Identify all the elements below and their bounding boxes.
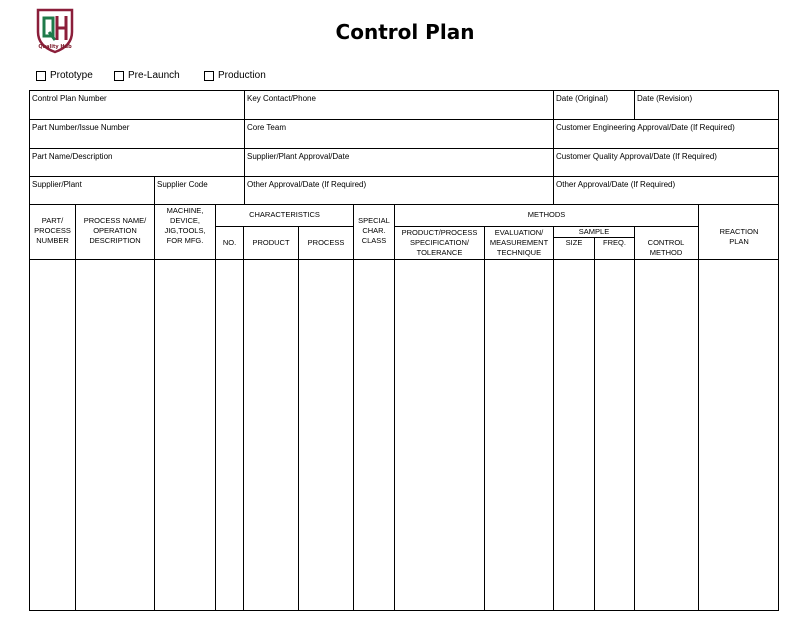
col-product: PRODUCT [252,238,290,247]
col-characteristics: CHARACTERISTICS [249,210,320,219]
field-other-approval-2: Other Approval/Date (If Required) [556,180,676,189]
col-part-process-number: PART/ PROCESS NUMBER [34,216,71,245]
col-size: SIZE [565,238,583,247]
field-supplier-plant: Supplier/Plant [32,180,82,189]
field-part-name: Part Name/Description [32,152,113,161]
col-machine: MACHINE, DEVICE, JIG,TOOLS, FOR MFG. [164,206,206,245]
col-no: NO. [222,238,237,247]
page-title: Control Plan [335,20,475,44]
field-supplier-plant-approval: Supplier/Plant Approval/Date [247,152,350,161]
table-border [30,91,779,611]
checkbox-label: Prototype [50,70,93,81]
field-key-contact: Key Contact/Phone [247,94,316,103]
field-supplier-code: Supplier Code [157,180,208,189]
col-spec-tolerance: PRODUCT/PROCESS SPECIFICATION/ TOLERANCE [401,228,478,257]
field-core-team: Core Team [247,123,286,132]
col-freq: FREQ. [603,238,626,247]
checkbox-label: Production [218,70,266,81]
col-process: PROCESS [307,238,345,247]
field-part-number: Part Number/Issue Number [32,123,130,132]
col-methods: METHODS [527,210,566,219]
checkbox-label: Pre-Launch [128,70,180,81]
col-sample: SAMPLE [578,227,610,236]
logo-brand-name: Quality Hub [38,44,72,50]
field-other-approval-1: Other Approval/Date (If Required) [247,180,367,189]
col-evaluation: EVALUATION/ MEASUREMENT TECHNIQUE [489,228,549,257]
field-date-original: Date (Original) [556,94,609,103]
field-date-revision: Date (Revision) [637,94,693,103]
col-reaction-plan: REACTION PLAN [719,227,759,246]
col-process-name: PROCESS NAME/ OPERATION DESCRIPTION [83,216,147,245]
field-customer-eng-approval: Customer Engineering Approval/Date (If Required) [556,123,735,132]
field-control-plan-number: Control Plan Number [32,94,107,103]
col-special-char: SPECIAL CHAR. CLASS [358,216,390,245]
field-customer-quality-approval: Customer Quality Approval/Date (If Required) [556,152,717,161]
col-control-method: CONTROL METHOD [647,238,685,257]
